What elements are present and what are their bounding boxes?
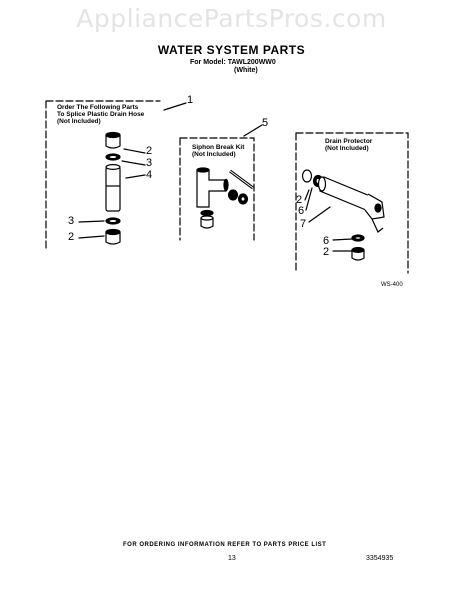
siphon-tee-part (197, 170, 226, 207)
siphon-tee-part (224, 180, 228, 191)
leader-line (333, 239, 352, 240)
siphon-break-label-line: Siphon Break Kit (192, 144, 245, 151)
figure-code: WS-400 (381, 282, 403, 288)
ordering-note: FOR ORDERING INFORMATION REFER TO PARTS PRICE LIST (123, 542, 327, 548)
part-number: 3354935 (366, 555, 394, 562)
callout-number: 2 (68, 231, 75, 243)
protector-clamp-part (352, 248, 364, 253)
drain-protector-label-line: (Not Included) (325, 145, 369, 152)
coupling-tube-part (106, 165, 120, 170)
leader-line (124, 149, 145, 153)
siphon-fitting-part (241, 197, 245, 201)
ring-part (109, 155, 117, 158)
page-title: WATER SYSTEM PARTS (157, 43, 306, 57)
leader-line (79, 221, 104, 222)
siphon-fitting-part (201, 211, 213, 216)
protector-ring-part (303, 170, 312, 182)
leader-line (305, 190, 309, 200)
callout-number: 3 (146, 157, 153, 169)
leader-line (122, 161, 145, 165)
color-line: (White) (234, 67, 258, 74)
callout-number: 1 (187, 94, 194, 106)
leader-line (79, 236, 104, 238)
siphon-fitting-part (229, 190, 238, 200)
protector-ring-part (355, 237, 361, 240)
callout-number: 5 (262, 117, 269, 129)
hose-clamp-part (106, 230, 120, 235)
callout-number: 2 (323, 246, 330, 258)
drain-hose-label-line: (Not Included) (57, 118, 101, 125)
leader-line (244, 125, 262, 136)
callout-number: 2 (296, 194, 303, 206)
callout-number: 7 (300, 218, 307, 230)
ring-part (109, 219, 117, 222)
drain-hose-label-line: Order The Following Parts (57, 104, 139, 111)
drain-protector-clip-part (372, 219, 383, 232)
callout-number: 6 (298, 205, 305, 217)
callout-number: 2 (146, 145, 153, 157)
callout-number: 4 (146, 169, 153, 181)
page-number: 13 (228, 555, 236, 562)
hose-clamp-part (106, 133, 120, 138)
siphon-tee-part (197, 168, 209, 172)
siphon-fitting-part (201, 216, 213, 220)
callout-number: 3 (68, 215, 75, 227)
coupling-tube-part (106, 167, 120, 211)
drain-protector-label-line: Drain Protector (325, 138, 373, 145)
drain-hose-label-line: To Splice Plastic Drain Hose (57, 111, 145, 118)
drain-protector-clip-part (375, 204, 381, 212)
siphon-hose-part (230, 171, 253, 188)
watermark: AppliancePartsPros.com (76, 4, 387, 33)
drain-protector-body-part (319, 177, 326, 191)
leader-line (309, 207, 330, 222)
leader-line (126, 175, 145, 178)
siphon-break-label-line: (Not Included) (192, 151, 236, 158)
drain-protector-body-part (320, 177, 370, 210)
leader-line (164, 103, 186, 110)
callout-number: 6 (323, 235, 330, 247)
model-line: For Model: TAWL200WW0 (190, 59, 276, 66)
